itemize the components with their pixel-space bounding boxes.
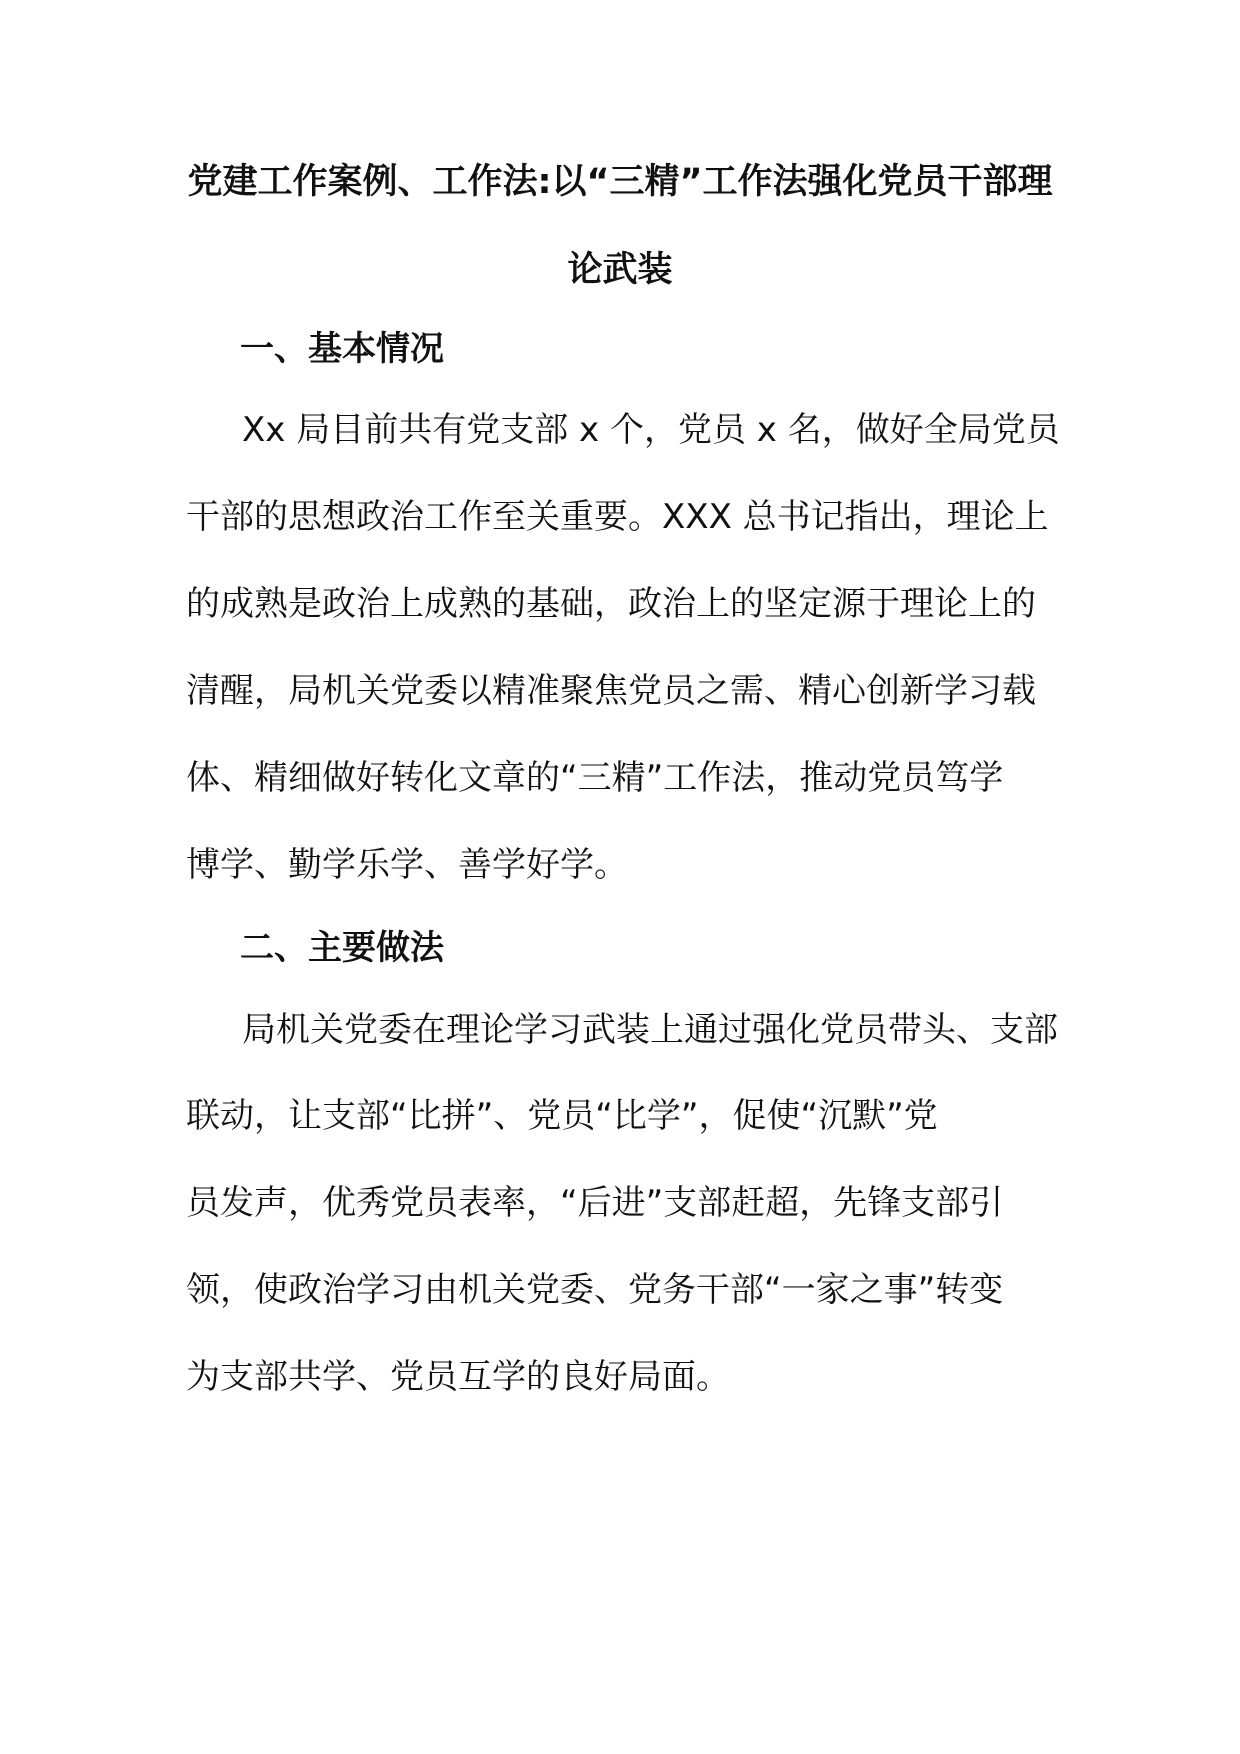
paragraph-line: 员发声，优秀党员表率，“后进”支部赶超，先锋支部引 xyxy=(186,1183,1004,1223)
section-heading-basic-situation: 一、基本情况 xyxy=(240,329,444,369)
paragraph-line: 为支部共学、党员互学的良好局面。 xyxy=(186,1357,730,1397)
paragraph-line: 的成熟是政治上成熟的基础，政治上的坚定源于理论上的 xyxy=(186,584,1036,624)
document-title-line-1: 党建工作案例、工作法:以“三精”工作法强化党员干部理 xyxy=(187,162,1053,202)
paragraph-line: 清醒，局机关党委以精准聚焦党员之需、精心创新学习载 xyxy=(186,671,1036,711)
section-heading-main-practices: 二、主要做法 xyxy=(240,928,444,968)
paragraph-line: 体、精细做好转化文章的“三精”工作法，推动党员笃学 xyxy=(186,758,1004,798)
paragraph-line: 领，使政治学习由机关党委、党务干部“一家之事”转变 xyxy=(186,1270,1004,1310)
paragraph-line: 局机关党委在理论学习武装上通过强化党员带头、支部 xyxy=(242,1010,1058,1050)
document-title-line-2: 论武装 xyxy=(567,250,673,290)
paragraph-line: 博学、勤学乐学、善学好学。 xyxy=(186,845,628,885)
paragraph-line: Xx 局目前共有党支部 x 个，党员 x 名，做好全局党员 xyxy=(242,410,1060,450)
paragraph-line: 干部的思想政治工作至关重要。XXX 总书记指出，理论上 xyxy=(186,497,1049,537)
paragraph-line: 联动，让支部“比拼”、党员“比学”，促使“沉默”党 xyxy=(186,1096,938,1136)
